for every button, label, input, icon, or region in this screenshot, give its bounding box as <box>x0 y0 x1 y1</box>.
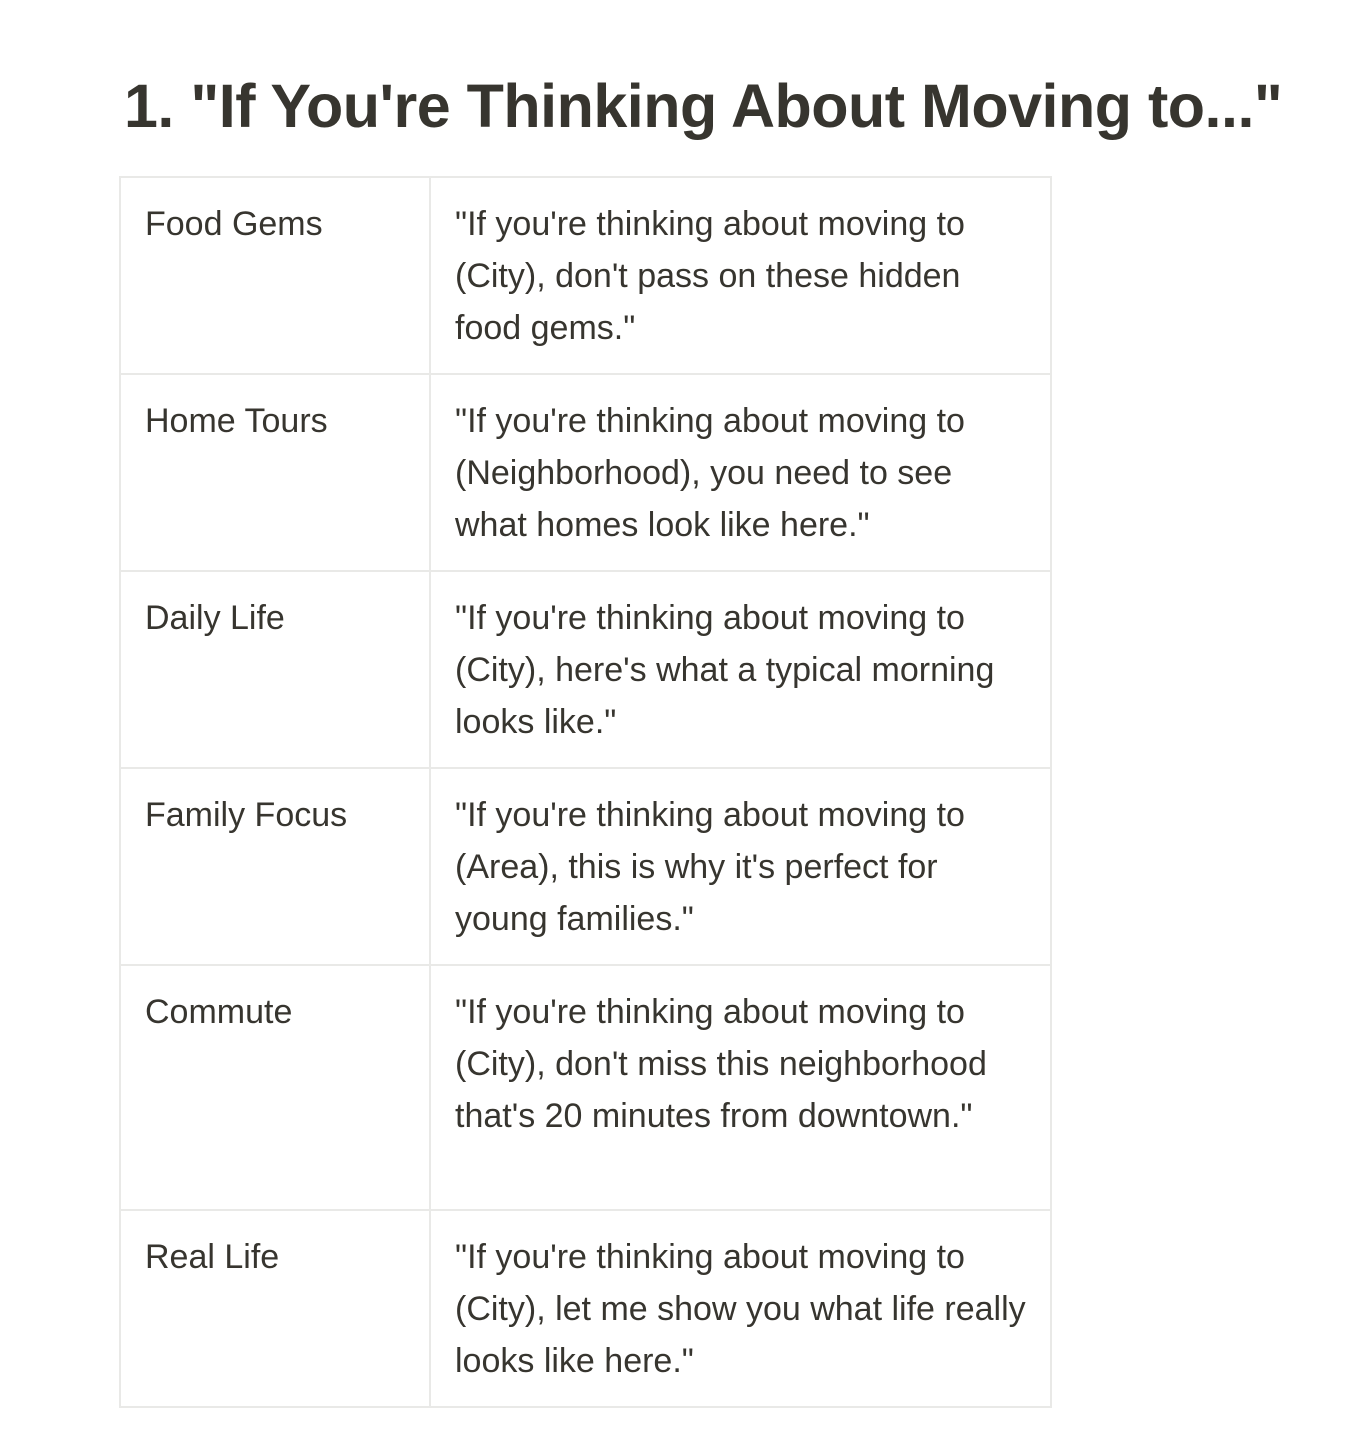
hook-cell: "If you're thinking about moving to (City), here's what a typical morning looks like." <box>430 571 1051 768</box>
hook-cell: "If you're thinking about moving to (City), let me show you what life really looks like here." <box>430 1210 1051 1407</box>
page-title: 1. "If You're Thinking About Moving to..." <box>124 72 1283 140</box>
table-row <box>120 768 1051 965</box>
category-cell: Family Focus <box>120 768 430 965</box>
hook-cell: "If you're thinking about moving to (City), don't miss this neighborhood that's 20 minutes from downtown." <box>430 965 1051 1210</box>
table-row <box>120 571 1051 768</box>
hook-cell: "If you're thinking about moving to (Neighborhood), you need to see what homes look like here." <box>430 374 1051 571</box>
category-cell: Commute <box>120 965 430 1210</box>
category-cell: Home Tours <box>120 374 430 571</box>
category-cell: Daily Life <box>120 571 430 768</box>
table-row <box>120 965 1051 1210</box>
hook-cell: "If you're thinking about moving to (Area), this is why it's perfect for young families." <box>430 768 1051 965</box>
hooks-table <box>119 176 1052 1408</box>
table-row <box>120 374 1051 571</box>
table-row <box>120 1210 1051 1407</box>
category-cell: Real Life <box>120 1210 430 1407</box>
category-cell: Food Gems <box>120 177 430 374</box>
hook-cell: "If you're thinking about moving to (City), don't pass on these hidden food gems." <box>430 177 1051 374</box>
table-row <box>120 177 1051 374</box>
